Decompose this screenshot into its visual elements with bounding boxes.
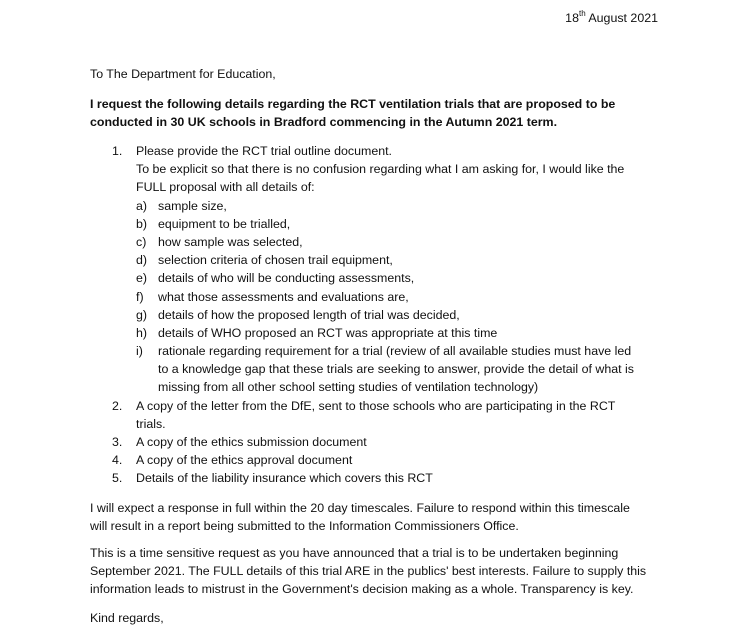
- sub-item-letter: f): [136, 289, 144, 304]
- sub-item-f: [90, 288, 690, 306]
- list-number: 1.: [112, 144, 123, 158]
- urgency-paragraph: [90, 544, 690, 598]
- timescale-paragraph: [90, 499, 690, 535]
- list-item-text: FULL proposal with all details of:: [136, 180, 315, 195]
- list-item-text: Please provide the RCT trial outline document.: [136, 144, 392, 158]
- sub-item-b: [90, 215, 690, 233]
- sub-item-h: [90, 324, 690, 342]
- sub-item-letter: c): [136, 234, 147, 249]
- sub-item-text: equipment to be trialled,: [158, 216, 291, 231]
- sub-item-i-continued: [90, 378, 690, 396]
- sub-item-letter: e): [136, 271, 148, 286]
- list-item-text: A copy of the ethics approval document: [136, 453, 353, 468]
- sub-item-g: [90, 306, 690, 324]
- sub-item-c: [90, 233, 690, 251]
- list-number: 2.: [112, 398, 123, 413]
- list-item-text: To be explicit so that there is no confusion regarding what I am asking for, I would like the: [136, 162, 625, 177]
- sub-item-text: details of how the proposed length of trial was decided,: [158, 307, 460, 322]
- sub-item-letter: d): [136, 253, 148, 268]
- letter-date: [565, 9, 658, 27]
- sub-item-text: details of WHO proposed an RCT was appropriate at this time: [158, 325, 498, 340]
- request-list: [90, 142, 690, 488]
- sub-item-letter: g): [136, 307, 148, 322]
- sub-item-d: [90, 251, 690, 269]
- sub-item-i: [90, 342, 690, 360]
- sub-item-letter: i): [136, 344, 143, 359]
- list-item-2-continued: [90, 415, 690, 433]
- paragraph-line: September 2021. The FULL details of this trial ARE in the publics' best interests. Failure to supply this: [90, 564, 647, 578]
- paragraph-line: This is a time sensitive request as you have announced that a trial is to be undertaken beginning: [90, 546, 619, 560]
- paragraph-line: will result in a report being submitted to the Information Commissioners Office.: [90, 519, 519, 533]
- list-number: 3.: [112, 435, 123, 449]
- date-suffix: th: [578, 8, 586, 18]
- date-day: 18: [565, 11, 579, 25]
- sub-item-a: [90, 197, 690, 215]
- list-item-1: [90, 142, 690, 160]
- list-number: 4.: [112, 453, 123, 468]
- sub-item-text: sample size,: [158, 198, 227, 213]
- sub-item-text: what those assessments and evaluations are,: [158, 289, 409, 304]
- list-item-text: A copy of the ethics submission document: [136, 435, 367, 449]
- list-item-1-continued: [90, 160, 690, 178]
- sub-item-e: [90, 269, 690, 287]
- paragraph-line: information leads to mistrust in the Government's decision making as a whole. Transparency is key.: [90, 582, 634, 596]
- request-intro: [90, 95, 660, 131]
- sub-item-text: to a knowledge gap that these trials are seeking to answer, provide the detail of what is: [158, 362, 634, 377]
- sub-item-letter: h): [136, 325, 148, 340]
- salutation: To The Department for Education,: [90, 67, 276, 81]
- list-item-5: [90, 469, 690, 487]
- list-item-text: A copy of the letter from the DfE, sent to those schools who are participating in the RCT: [136, 398, 616, 413]
- date-rest: August 2021: [588, 11, 658, 25]
- list-item-text: Details of the liability insurance which covers this RCT: [136, 471, 433, 486]
- sub-item-text: how sample was selected,: [158, 234, 303, 249]
- sub-item-text: missing from all other school setting studies of ventilation technology): [158, 380, 539, 395]
- sub-item-text: details of who will be conducting assessments,: [158, 271, 415, 286]
- intro-line-1: I request the following details regarding the RCT ventilation trials that are proposed to be: [90, 97, 616, 111]
- list-item-3: [90, 433, 690, 451]
- sub-item-text: rationale regarding requirement for a trial (review of all available studies must have led: [158, 344, 632, 359]
- closing: Kind regards,: [90, 611, 164, 625]
- list-item-text: trials.: [136, 416, 166, 431]
- paragraph-line: I will expect a response in full within the 20 day timescales. Failure to respond within this timescale: [90, 501, 630, 515]
- sub-item-letter: b): [136, 216, 148, 231]
- list-item-1-continued: [90, 178, 690, 196]
- intro-line-2: conducted in 30 UK schools in Bradford commencing in the Autumn 2021 term.: [90, 115, 558, 129]
- list-item-2: [90, 397, 690, 415]
- sub-item-letter: a): [136, 198, 148, 213]
- list-number: 5.: [112, 471, 123, 486]
- list-item-4: [90, 451, 690, 469]
- sub-item-text: selection criteria of chosen trail equipment,: [158, 253, 393, 268]
- sub-item-i-continued: [90, 360, 690, 378]
